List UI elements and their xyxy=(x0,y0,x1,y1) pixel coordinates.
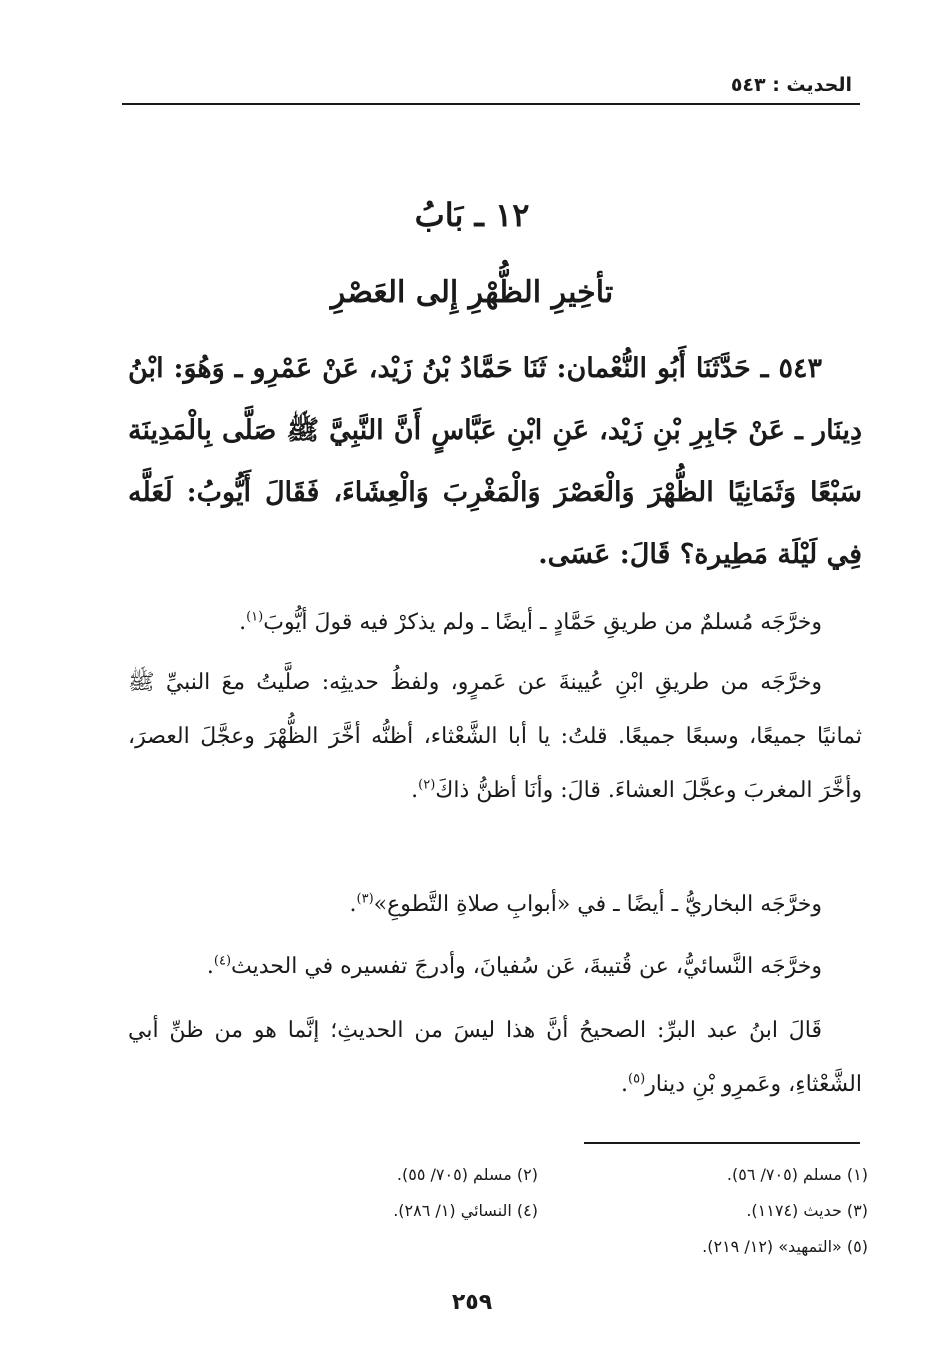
footnote-ref: (٢) xyxy=(418,777,436,793)
commentary-paragraph-1 xyxy=(128,596,862,650)
commentary-paragraph-4 xyxy=(128,940,862,994)
hadith-paragraph: ٥٤٣ ـ حَدَّثَنَا أَبُو النُّعْمان: ثَنَا حَمَّادُ بْنُ زَيْد، عَنْ عَمْرِو ـ وَهُوَ: ابْنُ دِينَار ـ عَنْ جَابِرِ بْنِ زَيْد، عَنِ ابْنِ عَبَّاسٍ أَنَّ النَّبِيَّ ﷺ صَلَّى بِالْمَدِينَة سَبْعًا وَثَمَانِيًا الظُّهْرَ وَالْعَصْرَ وَالْمَغْرِبَ وَالْعِشَاءَ، فَقَالَ أَيُّوبُ: لَعَلَّه فِي لَيْلَة مَطِيرة؟ قَالَ: عَسَى. xyxy=(128,353,862,570)
footnotes xyxy=(148,1156,868,1264)
footnote-row xyxy=(148,1156,868,1192)
footnote-2: (٢) مسلم (٧٠٥/ ٥٥). xyxy=(396,1164,538,1184)
footnote-1: (١) مسلم (٧٠٥/ ٥٦). xyxy=(726,1164,868,1184)
running-header: الحديث : ٥٤٣ xyxy=(730,74,852,96)
period: . xyxy=(411,778,419,803)
hadith-text xyxy=(128,338,862,586)
period: . xyxy=(349,892,357,917)
header-rule xyxy=(122,103,860,105)
chapter-subtitle: تأخِيرِ الظُّهْرِ إِلى العَصْرِ xyxy=(330,275,614,310)
footnote-row xyxy=(148,1192,868,1228)
footnote-rule xyxy=(584,1142,860,1144)
period: . xyxy=(621,1072,629,1097)
footnote-ref: (٥) xyxy=(628,1071,646,1087)
commentary-text: قَالَ ابنُ عبد البرِّ: الصحيحُ أنَّ هذا ليسَ من الحديثِ؛ إنَّما هو من ظنِّ أبي الشَّعْثاءِ، وعَمرِو بْنِ دينار xyxy=(128,1018,862,1097)
commentary-text: وخرَّجَه من طريقِ ابْنِ عُيينةَ عن عَمرٍو، ولفظُ حديثِه: صلَّيتُ معَ النبيِّ ﷺ ثمانيًا جميعًا، وسبعًا جميعًا. قلتُ: يا أبا الشَّعْثاء، أظنُّه أخَّرَ الظُّهْرَ وعجَّلَ العصرَ، وأخَّرَ المغربَ وعجَّلَ العشاءَ. قالَ: وأنَا أظنُّ ذاكَ xyxy=(128,670,862,803)
period: . xyxy=(206,954,214,979)
commentary-text: وخرَّجَه البخاريُّ ـ أيضًا ـ في «أبوابِ صلاةِ التَّطوعِ» xyxy=(373,892,822,917)
footnote-5: (٥) «التمهيد» (١٢/ ٢١٩). xyxy=(702,1236,868,1256)
commentary-text: وخرَّجَه النَّسائيُّ، عن قُتيبةَ، عَن سُفيانَ، وأدرجَ تفسيره في الحديث xyxy=(231,954,822,979)
footnote-row xyxy=(148,1228,868,1264)
commentary-paragraph-3 xyxy=(128,878,862,932)
commentary-text: وخرَّجَه مُسلمٌ من طريقِ حَمَّادٍ ـ أيضًا ـ ولم يذكرْ فيه قولَ أيُّوبَ xyxy=(263,610,822,635)
footnote-4: (٤) النسائي (١/ ٢٨٦). xyxy=(393,1200,538,1220)
commentary-paragraph-2 xyxy=(128,656,862,818)
commentary-paragraph-5 xyxy=(128,1004,862,1112)
footnote-ref: (١) xyxy=(246,609,264,625)
chapter-title: ١٢ ـ بَابُ xyxy=(414,196,530,234)
period: . xyxy=(239,610,247,635)
page-number: ٢٥٩ xyxy=(451,1290,493,1315)
footnote-ref: (٣) xyxy=(356,891,374,907)
footnote-ref: (٤) xyxy=(213,953,232,969)
footnote-3: (٣) حديث (١١٧٤). xyxy=(746,1200,868,1220)
